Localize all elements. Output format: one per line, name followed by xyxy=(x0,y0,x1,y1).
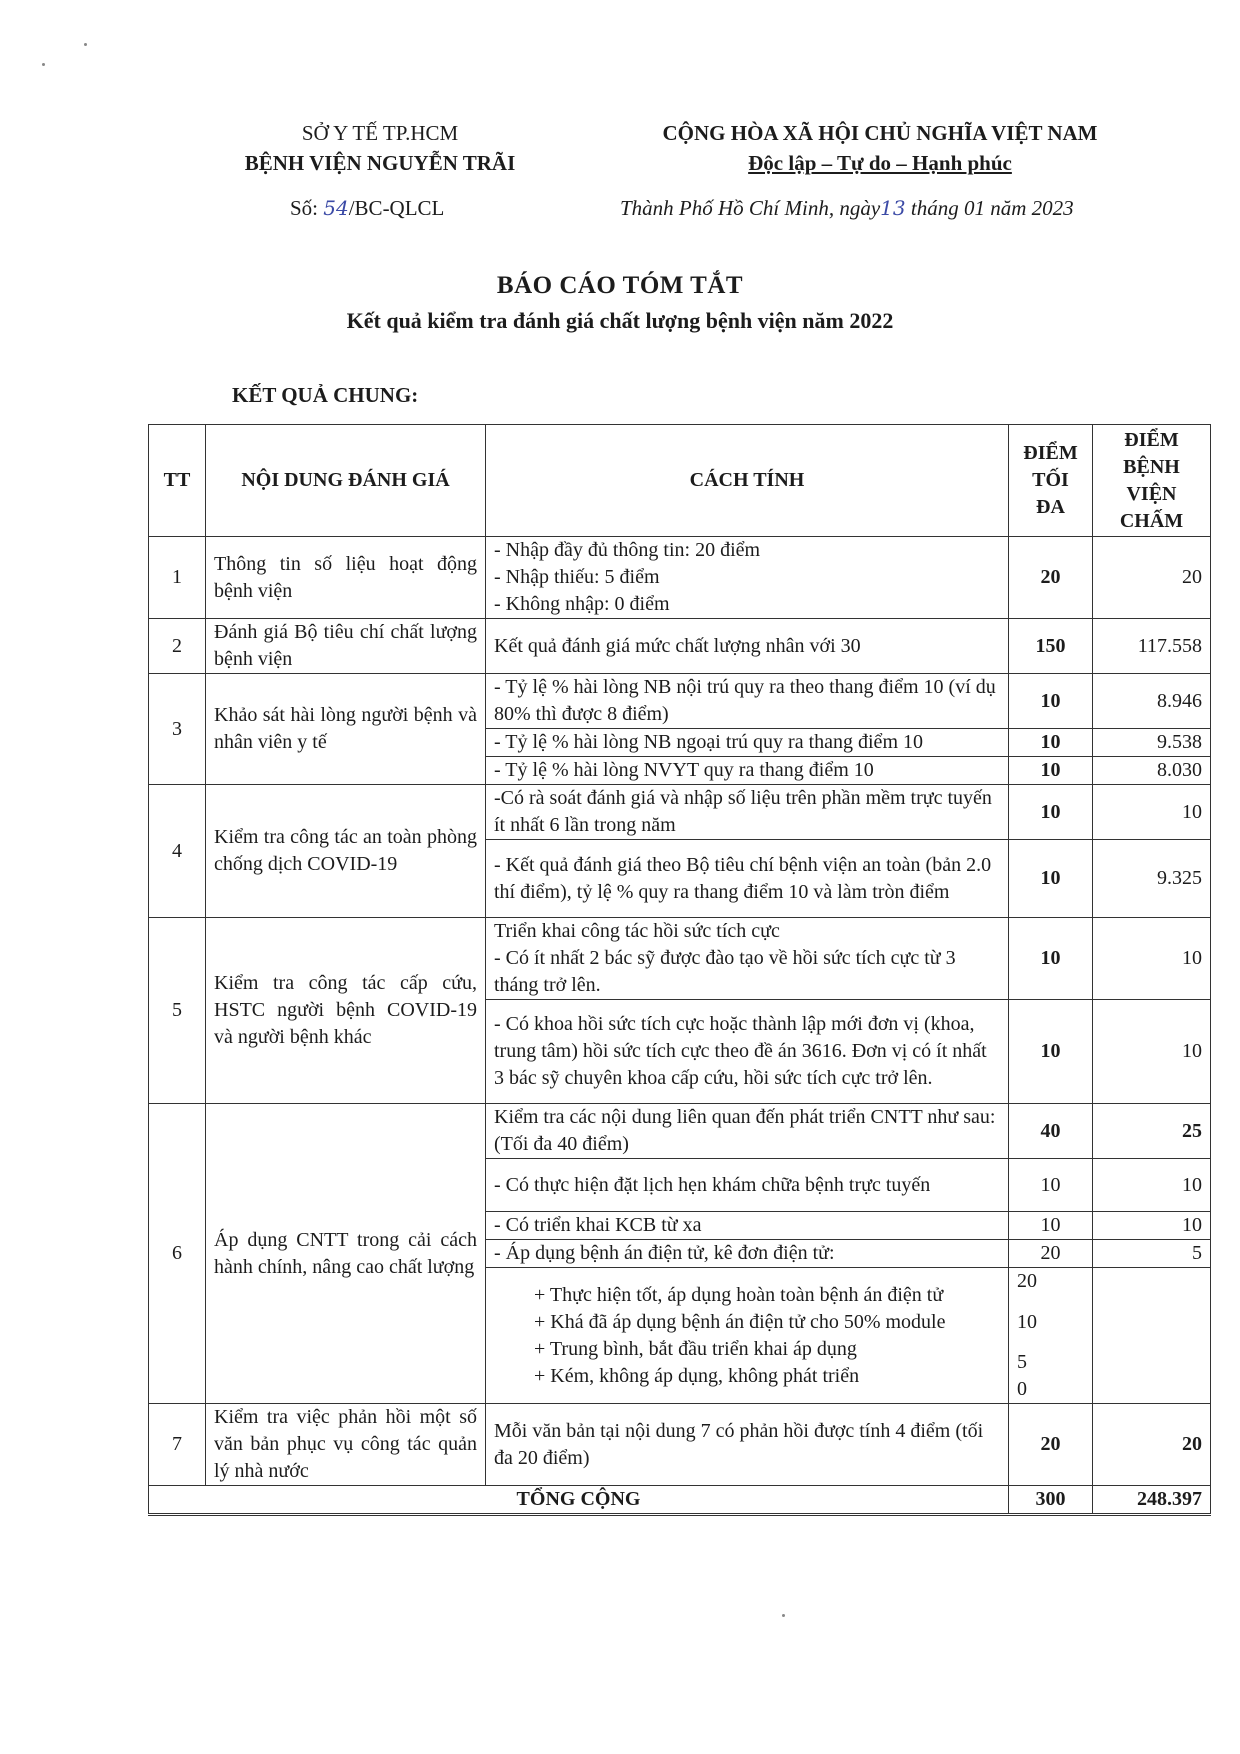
country-name: CỘNG HÒA XÃ HỘI CHỦ NGHĨA VIỆT NAM xyxy=(662,121,1098,145)
calculation-method: - Tỷ lệ % hài lòng NB ngoại trú quy ra thang điểm 10 xyxy=(486,729,1009,757)
evaluation-content: Đánh giá Bộ tiêu chí chất lượng bệnh viện xyxy=(206,619,486,674)
calculation-method: Mỗi văn bản tại nội dung 7 có phản hồi được tính 4 điểm (tối đa 20 điểm) xyxy=(486,1404,1009,1486)
calculation-method: Kiểm tra các nội dung liên quan đến phát triển CNTT như sau: (Tối đa 40 điểm) xyxy=(486,1104,1009,1159)
hospital-score: 8.030 xyxy=(1093,757,1211,785)
total-label: TỔNG CỘNG xyxy=(149,1486,1009,1515)
sub-criteria-empty-score xyxy=(1093,1268,1211,1404)
max-score: 10 xyxy=(1009,1159,1093,1212)
hospital-score: 117.558 xyxy=(1093,619,1211,674)
sub-criterion: + Khá đã áp dụng bệnh án điện tử cho 50% module xyxy=(534,1310,946,1333)
row-number: 6 xyxy=(149,1104,206,1404)
table-row xyxy=(149,619,1211,674)
sub-criterion: + Kém, không áp dụng, không phát triển xyxy=(534,1364,860,1387)
calculation-method: -Có rà soát đánh giá và nhập số liệu trên phần mềm trực tuyến ít nhất 6 lần trong năm xyxy=(486,785,1009,840)
hospital-score: 9.538 xyxy=(1093,729,1211,757)
sub-criteria-list xyxy=(486,1268,1009,1404)
calculation-method: Triển khai công tác hồi sức tích cực - Có ít nhất 2 bác sỹ được đào tạo về hồi sức tích cực từ 3 tháng trở lên. xyxy=(486,918,1009,1000)
sub-criterion-score: 0 xyxy=(1017,1378,1027,1400)
calculation-method: - Tỷ lệ % hài lòng NVYT quy ra thang điểm 10 xyxy=(486,757,1009,785)
document-number: Số: 54/BC-QLCL xyxy=(290,196,445,220)
scan-speck xyxy=(782,1614,785,1617)
max-score: 20 xyxy=(1009,1240,1093,1268)
header-max-score: ĐIỂM TỐI ĐA xyxy=(1009,425,1093,537)
sub-criterion-score: 5 xyxy=(1017,1351,1027,1373)
section-title: KẾT QUẢ CHUNG: xyxy=(232,383,419,407)
header-hospital-score: ĐIỂM BỆNH VIỆN CHẤM xyxy=(1093,425,1211,537)
hospital-score: 10 xyxy=(1093,1159,1211,1212)
max-score: 10 xyxy=(1009,1212,1093,1240)
header-right xyxy=(600,118,1160,178)
total-row xyxy=(149,1486,1211,1515)
row-number: 3 xyxy=(149,674,206,785)
calculation-method: - Có thực hiện đặt lịch hẹn khám chữa bệnh trực tuyến xyxy=(486,1159,1009,1212)
table-row xyxy=(149,537,1211,619)
evaluation-content: Kiểm tra việc phản hồi một số văn bản phục vụ công tác quản lý nhà nước xyxy=(206,1404,486,1486)
hospital-score: 9.325 xyxy=(1093,840,1211,918)
hospital-score: 5 xyxy=(1093,1240,1211,1268)
max-score: 150 xyxy=(1009,619,1093,674)
calculation-method: - Có triển khai KCB từ xa xyxy=(486,1212,1009,1240)
scan-speck xyxy=(42,63,45,66)
header-method: CÁCH TÍNH xyxy=(486,425,1009,537)
hospital-score: 10 xyxy=(1093,1212,1211,1240)
department-name: SỞ Y TẾ TP.HCM xyxy=(301,121,459,145)
calculation-method: - Tỷ lệ % hài lòng NB nội trú quy ra theo thang điểm 10 (ví dụ 80% thì được 8 điểm) xyxy=(486,674,1009,729)
evaluation-content: Kiểm tra công tác cấp cứu, HSTC người bệnh COVID-19 và người bệnh khác xyxy=(206,918,486,1104)
row-number: 2 xyxy=(149,619,206,674)
max-score: 40 xyxy=(1009,1104,1093,1159)
header-left xyxy=(200,118,560,178)
table-row xyxy=(149,1404,1211,1486)
report-subtitle: Kết quả kiểm tra đánh giá chất lượng bệnh viện năm 2022 xyxy=(346,308,894,333)
evaluation-content: Khảo sát hài lòng người bệnh và nhân viên y tế xyxy=(206,674,486,785)
sub-criterion: + Trung bình, bắt đầu triển khai áp dụng xyxy=(534,1337,857,1360)
table-row xyxy=(149,674,1211,729)
row-number: 1 xyxy=(149,537,206,619)
header-content: NỘI DUNG ĐÁNH GIÁ xyxy=(206,425,486,537)
calculation-method: - Áp dụng bệnh án điện tử, kê đơn điện tử: xyxy=(486,1240,1009,1268)
hospital-name: BỆNH VIỆN NGUYỄN TRÃI xyxy=(244,151,516,175)
calculation-method: - Có khoa hồi sức tích cực hoặc thành lập mới đơn vị (khoa, trung tâm) hồi sức tích cực theo đề án 3616. Đơn vị có ít nhất 3 bác sỹ chuyên khoa cấp cứu, hồi sức tích cực trở lên. xyxy=(486,1000,1009,1104)
sub-criterion: + Thực hiện tốt, áp dụng hoàn toàn bệnh án điện tử xyxy=(534,1283,944,1306)
max-score: 10 xyxy=(1009,918,1093,1000)
table-row xyxy=(149,918,1211,1000)
results-table xyxy=(148,424,1211,1516)
hospital-score: 10 xyxy=(1093,785,1211,840)
max-score: 10 xyxy=(1009,757,1093,785)
calculation-method: - Kết quả đánh giá theo Bộ tiêu chí bệnh viện an toàn (bản 2.0 thí điểm), tỷ lệ % quy ra thang điểm 10 và làm tròn điểm xyxy=(486,840,1009,918)
national-motto: Độc lập – Tự do – Hạnh phúc xyxy=(748,151,1012,175)
total-max-score: 300 xyxy=(1009,1486,1093,1515)
max-score: 10 xyxy=(1009,674,1093,729)
handwritten-doc-number: 54 xyxy=(323,196,349,220)
hospital-score: 8.946 xyxy=(1093,674,1211,729)
sub-criterion-score: 10 xyxy=(1017,1311,1037,1333)
hospital-score: 20 xyxy=(1093,537,1211,619)
table-row xyxy=(149,785,1211,840)
table-body xyxy=(149,537,1211,1515)
evaluation-content: Thông tin số liệu hoạt động bệnh viện xyxy=(206,537,486,619)
row-number: 7 xyxy=(149,1404,206,1486)
hospital-score: 20 xyxy=(1093,1404,1211,1486)
calculation-method: Kết quả đánh giá mức chất lượng nhân với 30 xyxy=(486,619,1009,674)
handwritten-day: 13 xyxy=(880,196,906,220)
hospital-score: 25 xyxy=(1093,1104,1211,1159)
max-score: 10 xyxy=(1009,840,1093,918)
sub-criteria-scores xyxy=(1009,1268,1093,1404)
document-date: Thành Phố Hồ Chí Minh, ngày13 tháng 01 năm 2023 xyxy=(620,196,1074,220)
sub-criterion-score: 20 xyxy=(1017,1270,1037,1292)
table-row xyxy=(149,1104,1211,1159)
max-score: 20 xyxy=(1009,1404,1093,1486)
max-score: 10 xyxy=(1009,1000,1093,1104)
report-title: BÁO CÁO TÓM TẮT xyxy=(496,272,744,299)
hospital-score: 10 xyxy=(1093,1000,1211,1104)
evaluation-content: Áp dụng CNTT trong cải cách hành chính, nâng cao chất lượng xyxy=(206,1104,486,1404)
max-score: 10 xyxy=(1009,729,1093,757)
row-number: 5 xyxy=(149,918,206,1104)
hospital-score: 10 xyxy=(1093,918,1211,1000)
calculation-method: - Nhập đầy đủ thông tin: 20 điểm - Nhập thiếu: 5 điểm - Không nhập: 0 điểm xyxy=(486,537,1009,619)
evaluation-content: Kiểm tra công tác an toàn phòng chống dịch COVID-19 xyxy=(206,785,486,918)
header-tt: TT xyxy=(149,425,206,537)
scan-speck xyxy=(84,43,87,46)
max-score: 10 xyxy=(1009,785,1093,840)
max-score: 20 xyxy=(1009,537,1093,619)
row-number: 4 xyxy=(149,785,206,918)
total-hospital-score: 248.397 xyxy=(1093,1486,1211,1515)
